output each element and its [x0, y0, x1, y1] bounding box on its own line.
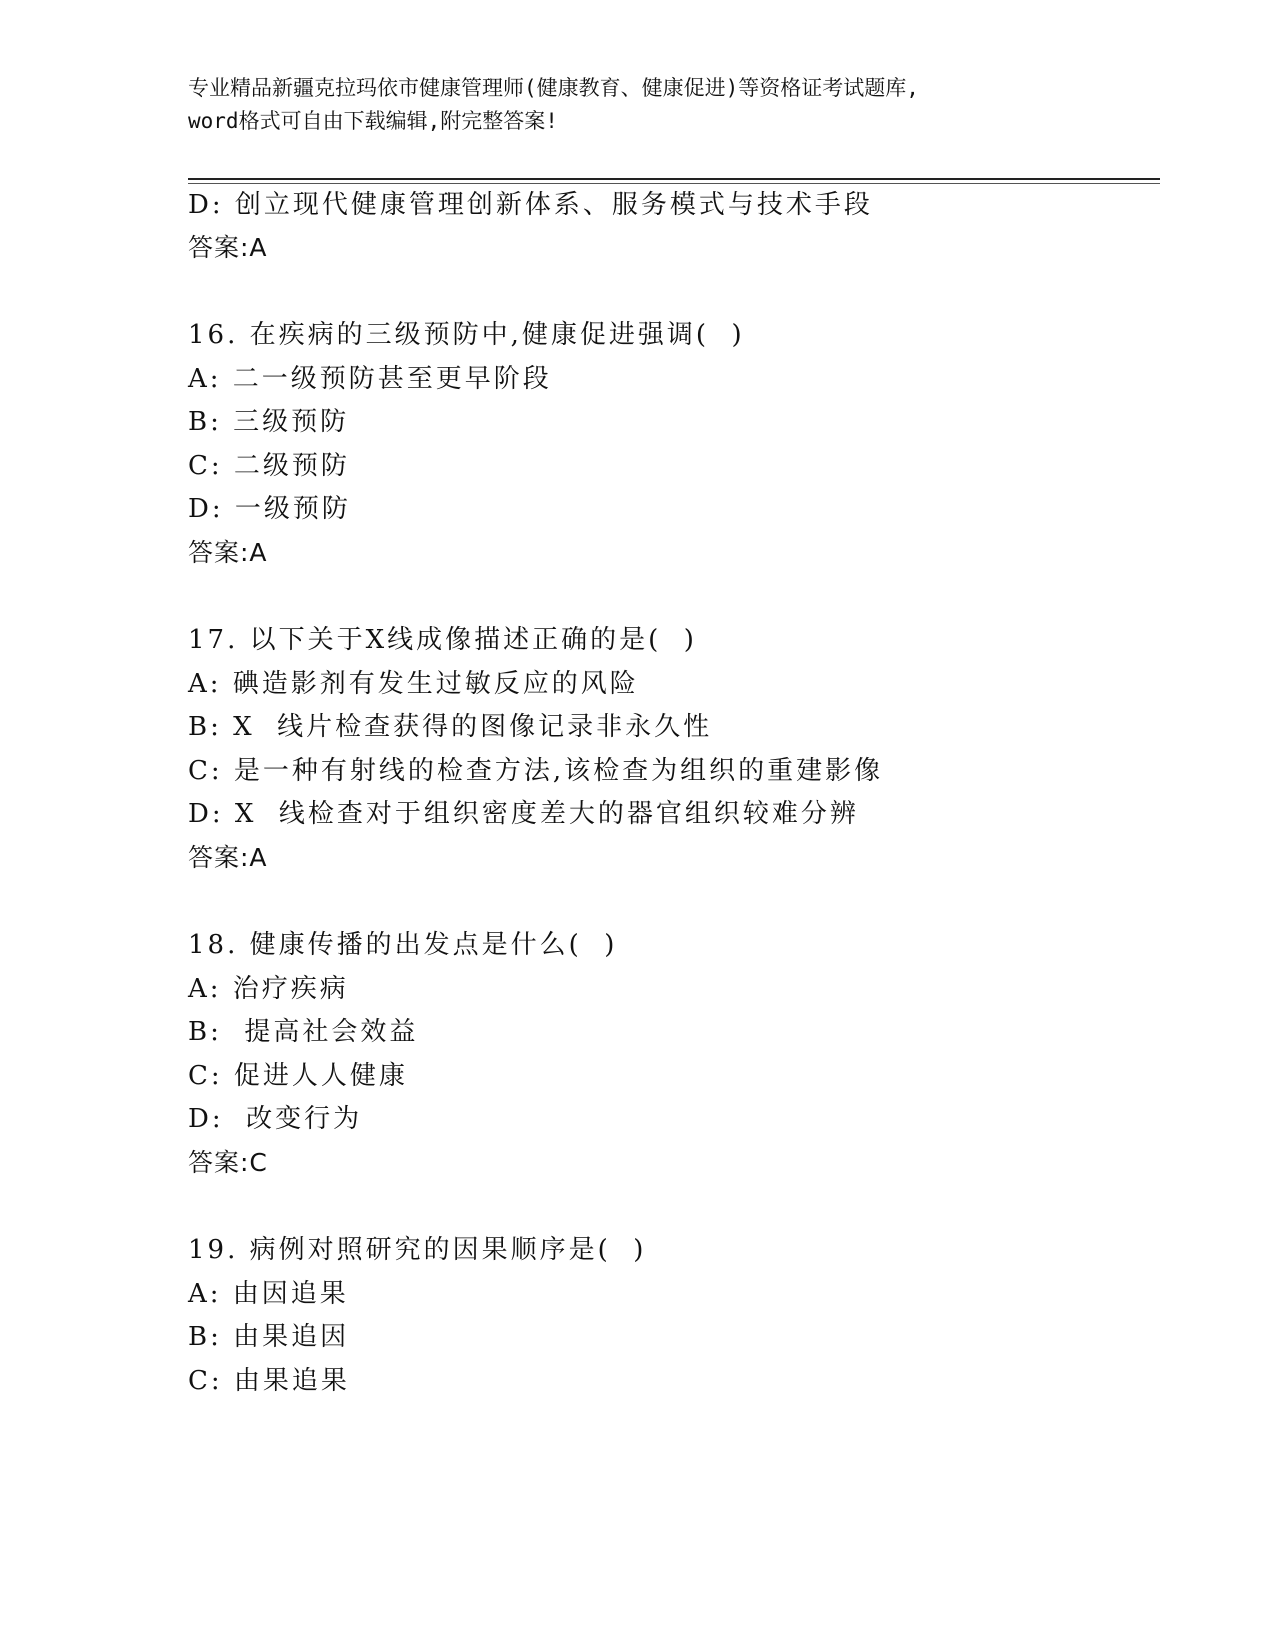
- question-17-option-c: C: 是一种有射线的检查方法,该检查为组织的重建影像: [188, 756, 884, 786]
- header-line-1: 专业精品新疆克拉玛依市健康管理师(健康教育、健康促进)等资格证考试题库,: [188, 76, 919, 100]
- prev-answer: 答案:A: [188, 233, 268, 262]
- question-19-option-c: C: 由果追果: [188, 1366, 350, 1396]
- question-16-option-a: A: 二一级预防甚至更早阶段: [188, 364, 552, 394]
- question-18-option-c: C: 促进人人健康: [188, 1061, 408, 1091]
- header-divider-thin: [188, 183, 1160, 184]
- question-19-option-a: A: 由因追果: [188, 1279, 349, 1309]
- document-header: [188, 72, 1088, 138]
- header-divider-thick: [188, 178, 1160, 180]
- question-18-option-d: D: 改变行为: [188, 1104, 363, 1134]
- question-17-option-a: A: 碘造影剂有发生过敏反应的风险: [188, 669, 639, 699]
- question-19-stem: 19. 病例对照研究的因果顺序是( ): [188, 1235, 647, 1265]
- question-17-stem: 17. 以下关于X线成像描述正确的是( ): [188, 625, 697, 655]
- question-16-option-c: C: 二级预防: [188, 451, 350, 481]
- question-18-answer: 答案:C: [188, 1148, 268, 1177]
- header-line-2: word格式可自由下载编辑,附完整答案!: [188, 109, 558, 133]
- question-17-option-b: B: X 线片检查获得的图像记录非永久性: [188, 712, 713, 742]
- prev-option-d: D: 创立现代健康管理创新体系、服务模式与技术手段: [188, 190, 873, 220]
- question-18-stem: 18. 健康传播的出发点是什么( ): [188, 930, 618, 960]
- question-16-stem: 16. 在疾病的三级预防中,健康促进强调( ): [188, 320, 745, 350]
- question-17-option-d: D: X 线检查对于组织密度差大的器官组织较难分辨: [188, 799, 859, 829]
- question-18-option-b: B: 提高社会效益: [188, 1017, 419, 1047]
- question-16-answer: 答案:A: [188, 538, 268, 567]
- question-16-option-d: D: 一级预防: [188, 494, 351, 524]
- question-17-answer: 答案:A: [188, 843, 268, 872]
- question-16-option-b: B: 三级预防: [188, 407, 350, 437]
- question-19-option-b: B: 由果追因: [188, 1322, 350, 1352]
- question-18-option-a: A: 治疗疾病: [188, 974, 349, 1004]
